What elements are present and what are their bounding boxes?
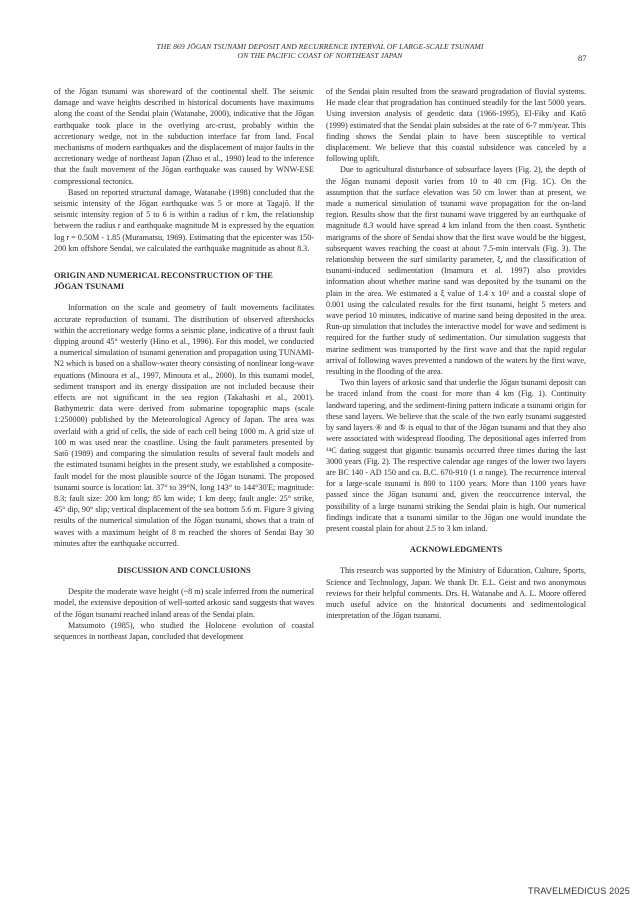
- section-heading-discussion: DISCUSSION AND CONCLUSIONS: [117, 565, 251, 575]
- watermark: TRAVELMEDICUS 2025: [528, 886, 630, 896]
- left-column: [54, 86, 314, 642]
- paragraph: This research was supported by the Ministry of Education, Culture, Sports, Science and Technology, Japan. We thank Dr. E.L. Geist and two anonymous reviews for their helpful comments. Drs. H. Watanabe and A. L. Moore offered much useful advice on the historical documents and sedimentological interpretation of the Jōgan tsunami.: [326, 566, 586, 621]
- section-heading-line: ORIGIN AND NUMERICAL RECONSTRUCTION OF THE: [54, 271, 273, 281]
- paragraph: Information on the scale and geometry of fault movements facilitates accurate reproduction of tsunami. The distribution of observed aftershocks within the accretionary wedge forms a seismic plane, indicative of a thrust fault dipping around 45° westerly (Hino et al., 1996). For this model, we conducted a numerical simulation of tsunami generation and propagation using TUNAMI-N2 which is based on a shallow-water theory consisting of nonlinear long-wave equations (Minoura et al., 1997, Minoura et al., 2000). In this tsunami model, sediment transport and its energy dissipation are not included because their effects are not significant in the sea region (Takahashi et al., 2001). Bathymetric data were derived from submarine topographic maps (scale 1:250000) published by the Meteorological Agency of Japan. The area was overlaid with a grid of cells, the side of each cell being 1000 m. A grid size of 100 m was used near the coastline. Using the fault parameters presented by Satō (1989) and comparing the simulation results of several fault models and the estimated tsunami heights in the present study, we established a composite-fault model for the most plausible source of the Jōgan tsunami. The proposed tsunami source is location: lat. 37° to 39°N, long 143° to 144°30'E; magnitude: 8.3; fault size: 200 km long; 85 km wide; 1 km deep; fault angle: 25° strike, 45° dip, 90° slip; vertical displacement of the sea bottom 5.6 m. Figure 3 giving results of the numerical simulation of the Jōgan tsunami, shows that a train of waves with a maximum height of 8 m reached the shores of Sendai Bay 30 minutes after the earthquake occurred.: [54, 303, 314, 548]
- section-heading-line: JŌGAN TSUNAMI: [54, 282, 125, 292]
- paragraph: Two thin layers of arkosic sand that underlie the Jōgan tsunami deposit can be traced inland from the coast for more than 4 km (Fig. 1). Continuity landward tapering, and the sediment-fining pattern indicate a tsunami origin for these sand layers. We believe that the scale of the two early tsunami suggested by sand layers ④ and ⑤ is equal to that of the Jōgan tsunami and that they also were associated with widespread flooding. The depositional ages inferred from ¹⁴C dating suggest that gigantic tsunamis occurred three times during the last 3000 years (Fig. 2). The respective calendar age ranges of the lower two layers are BC 140 - AD 150 and ca. B.C. 670-910 (1 σ range). The recurrence interval for a large-scale tsunami is 800 to 1100 years. More than 1100 years have passed since the Jōgan tsunami and, given the reoccurrence interval, the possibility of a large tsunami striking the Sendai plain is high. Our numerical findings indicate that a tsunami similar to the Jōgan one would inundate the present coastal plain for about 2.5 to 3 km inland.: [326, 378, 586, 533]
- paragraph: Matsumoto (1985), who studied the Holocene evolution of coastal sequences in northeast Japan, concluded that development: [54, 620, 314, 641]
- paragraph: Due to agricultural disturbance of subsurface layers (Fig. 2), the depth of the Jōgan tsunami deposit varies from 10 to 40 cm (Fig. 1C). On the assumption that the surface elevation was 50 cm lower than at present, we made a numerical simulation of tsunami wave propagation for the on-land region. Results show that the first tsunami wave triggered by an earthquake of magnitude 8.3 would have spread 4 km inland from the then coast. Synthetic marigrams of the shore of Sendai show that the first wave would be the biggest, subsequent waves reaching the coast at about 7.5-min intervals (Fig. 3). The relationship between the surf similarity parameter, ξ, and the classification of tsunami-induced sedimentation (Imamura et al. 1997) also provides information about whether marine sand was deposited by the tsunami on the plain in the area. We estimated a ξ value of 1.4 x 10² and a coastal slope of 0.001 using the calculated results for the first tsunami, height 5 meters and wave period 10 minutes, indicative of marine sand being deposited in the area. Run-up simulation that includes the interactive model for wave and sediment is required for the further study of sedimentation. Our simulation suggests that marine sediment was transported by the first wave and that the rapid regular arrival of following waves prevented a rundown of the waters by the first wave, resulting in the flooding of the area.: [326, 165, 586, 377]
- running-head-line-2: ON THE PACIFIC COAST OF NORTHEAST JAPAN: [237, 51, 403, 60]
- paragraph: of the Sendai plain resulted from the seaward progradation of fluvial systems. He made clear that progradation has continued steadily for the last 5000 years. Using inversion analysis of geodetic data (1966-1995), El-Fiky and Katō (1999) estimated that the Sendai plain subsides at the rate of 6-7 mm/year. This finding shows the Sendai plain to have been susceptible to vertical displacement. We believe that this coastal subsidence was canceled by a following uplift.: [326, 87, 586, 164]
- running-head: [80, 42, 560, 60]
- paragraph: of the Jōgan tsunami was shoreward of the continental shelf. The seismic damage and wave heights described in historical documents have maximums along the coast of the Sendai plain (Watanabe, 2000), indicative that the Jōgan earthquake took place in the overlying arc-crust, probably within the accretionary wedge, not in the subduction interface far from land. Focal mechanisms of modern earthquakes and the displacement of major faults in the accretionary wedge of northeast Japan (Zhao et al., 1990) lead to the inference that the fault movement of the Jōgan earthquake was caused by WNW-ESE compressional tectonics.: [54, 87, 314, 186]
- paragraph: Despite the moderate wave height (~8 m) scale inferred from the numerical model, the extensive deposition of well-sorted arkosic sand suggests that waves of the Jōgan tsunami reached inland areas of the Sendai plain.: [54, 587, 314, 619]
- page-number: 87: [578, 53, 587, 63]
- running-head-line-1: THE 869 JŌGAN TSUNAMI DEPOSIT AND RECURRENCE INTERVAL OF LARGE-SCALE TSUNAMI: [156, 42, 484, 51]
- right-column: [326, 86, 586, 621]
- section-heading-origin: [54, 270, 314, 292]
- section-heading-acknowledgments: ACKNOWLEDGMENTS: [409, 545, 503, 555]
- paragraph: Based on reported structural damage, Watanabe (1998) concluded that the seismic intensity of the Jōgan earthquake was 5 or more at Tagajō. If the seismic intensity region of 5 to 6 is within a radius of r km, the relationship between the radius r and earthquake magnitude M is expressed by the equation log r = 0.50M - 1.85 (Muramatsu, 1969). Estimating that the epicenter was 150-200 km offshore Sendai, we calculated the earthquake magnitude as about 8.3.: [54, 187, 314, 253]
